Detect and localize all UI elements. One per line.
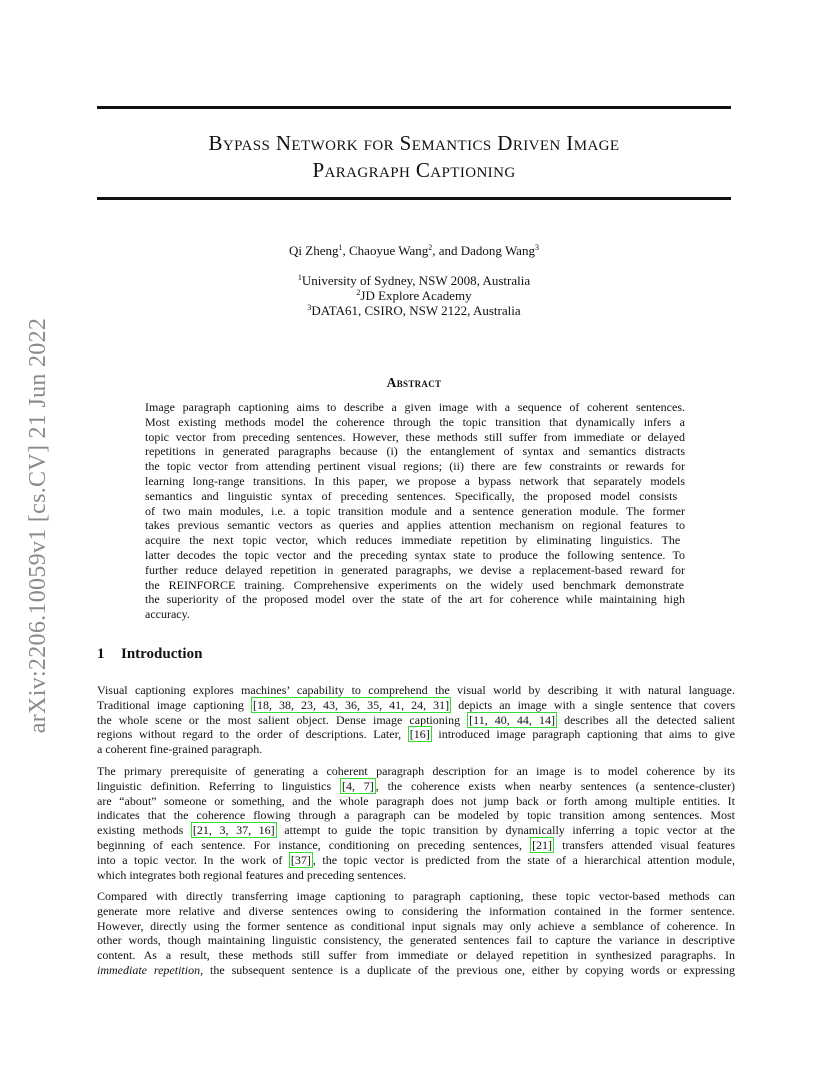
- affiliation-1-mark: 1: [297, 273, 302, 282]
- abstract-line: semantics and linguistic syntax of preceding sentences. Specifically, the proposed model consists: [145, 488, 678, 503]
- citation-link[interactable]: [18, 38, 23, 43, 36, 35, 41, 24, 31]: [252, 697, 450, 712]
- paragraph-line: a coherent fine-grained paragraph.: [97, 742, 263, 757]
- text-run: attempt to guide the topic transition by dynamically inferring a topic vector at the: [276, 823, 735, 838]
- section-heading-introduction: [97, 646, 202, 663]
- paragraph-line: other words, though maintaining linguistic consistency, the generated sentences fail to capture the variance in descriptive: [97, 933, 735, 948]
- author-3-name: Dadong Wang: [460, 243, 535, 258]
- paragraph-line: indicates that the coherence flowing through a paragraph can be modeled by topic transition among sentences. Most: [97, 808, 735, 823]
- abstract-line: acquire the next topic vector, which reduces immediate repetition by eliminating linguistics. The: [145, 533, 681, 548]
- abstract-line: the superiority of the proposed model over the state of the art for coherence while maintaining high: [145, 592, 685, 607]
- emphasized-term: immediate repetition: [97, 962, 201, 977]
- title-bottom-rule: [97, 197, 731, 200]
- affiliation-1-text: University of Sydney, NSW 2008, Australia: [301, 273, 531, 288]
- citation-link[interactable]: [37]: [290, 852, 311, 867]
- text-run: , the coherence exists when nearby sentences (a sentence-cluster): [375, 778, 735, 793]
- author-1-name: Qi Zheng: [289, 243, 339, 258]
- affiliation-3: [97, 303, 731, 318]
- affiliation-3-text: DATA61, CSIRO, NSW 2122, Australia: [311, 303, 521, 318]
- citation-link[interactable]: [11, 40, 44, 14]: [469, 712, 555, 727]
- abstract-line: latter decodes the topic vector and the preceding syntax state to produce the following sentence. To: [145, 547, 685, 562]
- arxiv-identifier: [14, 290, 64, 760]
- abstract-heading: Abstract: [386, 375, 442, 390]
- paragraph-line: [97, 838, 735, 853]
- affiliation-1: [97, 273, 731, 288]
- affiliation-2-text: JD Explore Academy: [360, 288, 472, 303]
- affiliation-2-mark: 2: [356, 288, 361, 297]
- text-run: describes all the detected salient: [556, 712, 736, 727]
- paragraph-line: The primary prerequisite of generating a coherent paragraph description for an image is to model coherence by its: [97, 764, 735, 778]
- text-run: , the subsequent sentence is a duplicate of the previous one, either by copying words or expressing: [200, 962, 736, 977]
- paragraph-line: Compared with directly transferring image captioning to paragraph captioning, these topic vector-based methods can: [97, 889, 735, 903]
- citation-link[interactable]: [21, 3, 37, 16]: [192, 823, 275, 838]
- paragraph-line: [97, 853, 735, 868]
- author-2-name: Chaoyue Wang: [349, 243, 429, 258]
- text-run: depicts an image with a single sentence that covers: [451, 697, 735, 712]
- abstract-line: the REINFORCE training. Comprehensive experiments on the widely used benchmark demonstrate: [145, 577, 684, 592]
- intro-paragraph-3: [97, 889, 735, 978]
- paragraph-line: [97, 727, 735, 742]
- citation-link[interactable]: [4, 7]: [341, 778, 374, 793]
- author-3-affiliation-mark: 3: [534, 243, 539, 252]
- section-title: Introduction: [121, 646, 203, 662]
- paragraph-line: [97, 963, 735, 978]
- paragraph-line: [97, 713, 735, 728]
- citation-link[interactable]: [21]: [532, 837, 553, 852]
- abstract-line: accuracy.: [145, 607, 190, 622]
- text-run: regions without regard to the order of descriptions. Later,: [97, 727, 408, 742]
- paragraph-line: content. As a result, these methods still suffer from immediate or delayed repetition in synthesized paragraphs. In: [97, 948, 735, 963]
- paragraph-line: which integrates both regional features and preceding sentences.: [97, 867, 407, 882]
- text-run: beginning of each sentence. For instance, conditioning on preceding sentences,: [97, 837, 531, 852]
- text-run: existing methods: [97, 823, 191, 838]
- affiliation-list: [97, 273, 731, 318]
- author-list: Qi Zheng$^1$, Chaoyue Wang$^2$, and Dadong Wang$^3$: [289, 243, 539, 258]
- affiliation-2: [97, 288, 731, 303]
- title-line-2: Paragraph Captioning: [312, 158, 516, 182]
- paragraph-line: [97, 823, 735, 838]
- abstract-line: Most existing methods model the coherence through the topic transition that dynamically infers a: [145, 414, 685, 429]
- title-line-1: Bypass Network for Semantics Driven Image: [208, 131, 620, 155]
- text-run: , the topic vector is predicted from the state of a hierarchical attention module,: [312, 852, 735, 867]
- paper-title: [97, 130, 731, 184]
- text-run: linguistic definition. Referring to linguistics: [97, 778, 340, 793]
- abstract-line: of two main modules, i.e. a topic transition module and a sentence generation module. The former: [145, 503, 685, 518]
- affiliation-3-mark: 3: [307, 303, 312, 312]
- arxiv-identifier-text: arXiv:2206.10059v1 [cs.CV] 21 Jun 2022: [25, 317, 52, 733]
- title-top-rule: [97, 106, 731, 109]
- citation-link[interactable]: [16]: [409, 727, 430, 742]
- author-1-affiliation-mark: 1: [338, 243, 343, 252]
- section-number: 1: [97, 646, 105, 662]
- abstract-line: learning long-range transitions. In this paper, we propose a bypass network that separately models: [145, 473, 685, 488]
- author-2-affiliation-mark: 2: [428, 243, 433, 252]
- text-run: introduced image paragraph captioning that aims to give: [431, 727, 735, 742]
- abstract-line: Image paragraph captioning aims to describe a given image with a sequence of coherent sentences.: [145, 400, 685, 414]
- author-and-separator: , and: [432, 243, 461, 258]
- abstract-body: [145, 400, 685, 622]
- paragraph-line: However, directly using the former sentence as conditional input signals may only achieve a semblance of coherence. In: [97, 918, 735, 933]
- paragraph-line: are “about” someone or something, and the whole paragraph does not jump back or forth among multiple entities. It: [97, 793, 735, 808]
- abstract-line: repetitions in generated paragraphs because (i) the entanglement of syntax and semantics distracts: [145, 444, 685, 459]
- text-run: Traditional image captioning: [97, 697, 251, 712]
- abstract-line: takes previous semantic vectors as queries and applies attention mechanism on regional features to: [145, 518, 685, 533]
- paragraph-line: Visual captioning explores machines’ capability to comprehend the visual world by describing it with natural language.: [97, 683, 735, 697]
- intro-paragraph-2: [97, 764, 735, 882]
- abstract-line: the topic vector from attending pertinent visual regions; (ii) there are few constraints or rewards for: [145, 459, 685, 474]
- paragraph-line: generate more relative and diverse sentences owing to considering the information contained in the former sentence.: [97, 903, 735, 918]
- abstract-line: topic vector from preceding sentences. However, these methods still suffer from immediate or delayed: [145, 429, 685, 444]
- text-run: into a topic vector. In the work of: [97, 852, 289, 867]
- paragraph-line: [97, 698, 735, 713]
- intro-paragraph-1: [97, 683, 735, 757]
- text-run: transfers attended visual features: [554, 837, 735, 852]
- abstract-line: further reduce delayed repetition in generated paragraphs, we devise a replacement-based reward for: [145, 562, 685, 577]
- text-run: the whole scene or the most salient object. Dense image captioning: [97, 712, 468, 727]
- paragraph-line: [97, 779, 735, 794]
